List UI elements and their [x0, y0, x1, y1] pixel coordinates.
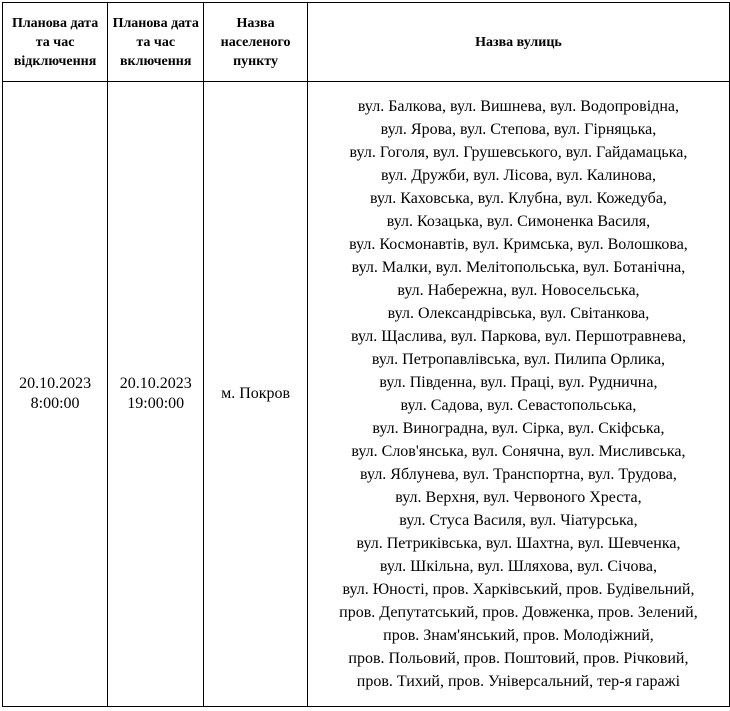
street-line: вул. Петропавлівська, вул. Пилипа Орлика,	[371, 351, 666, 368]
off-time: 8:00:00	[30, 395, 80, 412]
street-line: пров. Знам'янський, пров. Молодіжний,	[383, 627, 654, 644]
street-line: вул. Яблунева, вул. Транспортна, вул. Трудова,	[360, 466, 677, 483]
street-line: вул. Дружби, вул. Лісова, вул. Калинова,	[380, 167, 656, 184]
street-line: вул. Південна, вул. Праці, вул. Руднична,	[379, 374, 658, 391]
street-line: вул. Петриківська, вул. Шахтна, вул. Шевченка,	[356, 535, 681, 552]
header-settlement: Назва населеного пункту	[204, 3, 308, 82]
header-off-datetime: Планова дата та час відключення	[3, 3, 108, 82]
table-row	[3, 82, 730, 707]
header-row	[3, 3, 730, 82]
street-line: пров. Тихий, пров. Універсальний, тер-я гаражі	[356, 673, 681, 690]
street-line: вул. Гоголя, вул. Грушевського, вул. Гайдамацька,	[349, 144, 688, 161]
settlement-cell: м. Покров	[204, 82, 308, 707]
on-datetime-cell	[108, 82, 204, 707]
street-line: вул. Балкова, вул. Вишнева, вул. Водопровідна,	[357, 98, 679, 115]
street-line: вул. Слов'янська, вул. Сонячна, вул. Мисливська,	[351, 443, 686, 460]
street-line: пров. Польовий, пров. Поштовий, пров. Річковий,	[348, 650, 689, 667]
street-line: вул. Щаслива, вул. Паркова, вул. Першотравнева,	[350, 328, 686, 345]
street-line: вул. Юності, пров. Харківський, пров. Будівельний,	[342, 581, 695, 598]
street-line: вул. Садова, вул. Севастопольська,	[400, 397, 637, 414]
street-line: вул. Козацька, вул. Симоненка Василя,	[386, 213, 651, 230]
header-streets: Назва вулиць	[307, 3, 729, 82]
outage-schedule-table	[2, 2, 730, 707]
street-line: вул. Олександрівська, вул. Світанкова,	[387, 305, 650, 322]
street-line: вул. Набережна, вул. Новосельська,	[397, 282, 640, 299]
header-on-datetime: Планова дата та час включення	[108, 3, 204, 82]
street-list	[308, 95, 729, 693]
street-line: вул. Ярова, вул. Степова, вул. Гірняцька,	[380, 121, 657, 138]
street-line: вул. Космонавтів, вул. Кримська, вул. Волошкова,	[349, 236, 688, 253]
off-datetime-cell	[3, 82, 108, 707]
street-line: вул. Верхня, вул. Червоного Хреста,	[395, 489, 642, 506]
streets-cell	[307, 82, 729, 707]
off-date: 20.10.2023	[19, 375, 92, 392]
street-line: вул. Шкільна, вул. Шляхова, вул. Січова,	[379, 558, 657, 575]
on-date: 20.10.2023	[119, 375, 192, 392]
street-line: вул. Малки, вул. Мелітопольська, вул. Ботанічна,	[351, 259, 686, 276]
street-line: вул. Каховська, вул. Клубна, вул. Кожедуба,	[369, 190, 667, 207]
street-line: вул. Виноградна, вул. Сірка, вул. Скіфська,	[372, 420, 665, 437]
street-line: пров. Депутатський, пров. Довженка, пров. Зелений,	[339, 604, 698, 621]
on-time: 19:00:00	[127, 395, 185, 412]
street-line: вул. Стуса Василя, вул. Чіатурська,	[399, 512, 638, 529]
